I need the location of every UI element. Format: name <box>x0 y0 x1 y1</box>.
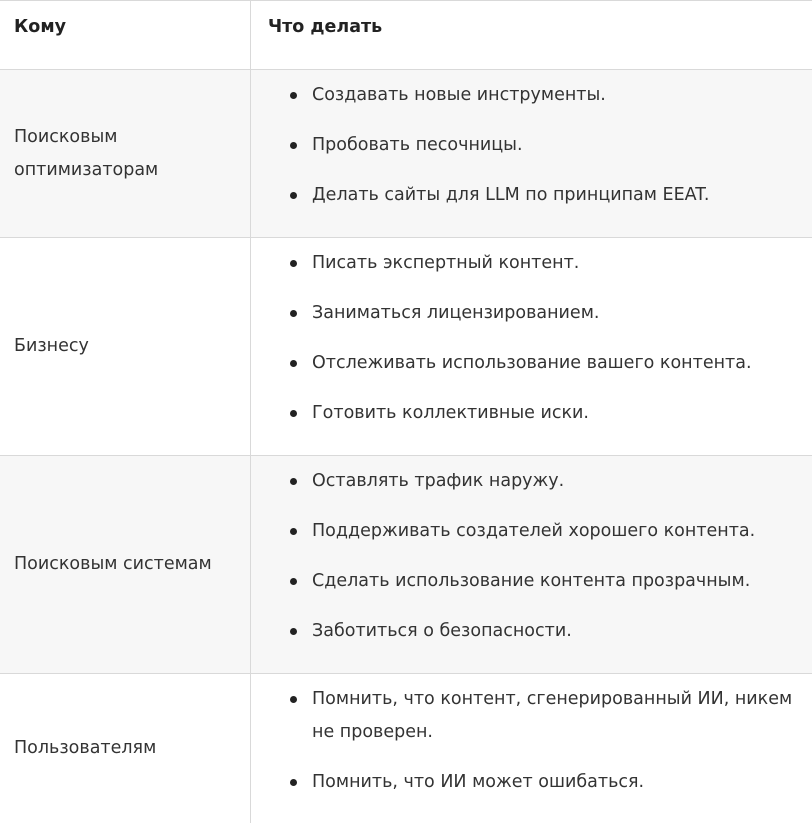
list-item-text: Оставлять трафик наружу. <box>312 471 565 491</box>
list-item-text: Создавать новые инструменты. <box>312 85 606 105</box>
list-item <box>268 515 800 548</box>
list-item-text: Писать экспертный контент. <box>312 253 580 273</box>
bullet-icon <box>290 696 297 703</box>
table-header-row <box>0 1 812 69</box>
bullet-icon <box>290 260 297 267</box>
row-audience: Пользователям <box>14 738 157 758</box>
bullet-icon <box>290 192 297 199</box>
list-item <box>268 79 800 112</box>
bullet-icon <box>290 410 297 417</box>
list-item <box>268 465 800 498</box>
list-item <box>268 129 800 162</box>
bullet-icon <box>290 360 297 367</box>
list-item-text: Заботиться о безопасности. <box>312 621 572 641</box>
action-list <box>268 465 800 648</box>
table-row <box>0 237 812 455</box>
row-audience: Бизнесу <box>14 336 89 356</box>
action-list <box>268 79 800 212</box>
column-divider <box>250 238 251 455</box>
list-item <box>268 247 800 280</box>
list-item <box>268 615 800 648</box>
list-item-text: Сделать использование контента прозрачным. <box>312 571 751 591</box>
table-row <box>0 69 812 237</box>
list-item <box>268 347 800 380</box>
list-item-text: Готовить коллективные иски. <box>312 403 589 423</box>
list-item-text: Помнить, что ИИ может ошибаться. <box>312 772 645 792</box>
list-item-text: Делать сайты для LLM по принципам EEAT. <box>312 185 710 205</box>
action-list <box>268 247 800 430</box>
list-item <box>268 179 800 212</box>
table-row <box>0 455 812 673</box>
list-item-text: Отслеживать использование вашего контента. <box>312 353 752 373</box>
list-item-text: Пробовать песочницы. <box>312 135 523 155</box>
list-item <box>268 565 800 598</box>
list-item <box>268 297 800 330</box>
list-item <box>268 397 800 430</box>
table-row <box>0 673 812 823</box>
bullet-icon <box>290 779 297 786</box>
header-what-to-do: Что делать <box>268 17 383 37</box>
bullet-icon <box>290 528 297 535</box>
list-item-text: Заниматься лицензированием. <box>312 303 600 323</box>
column-divider <box>250 674 251 823</box>
column-divider <box>250 456 251 673</box>
header-who: Кому <box>14 17 67 37</box>
list-item-text: Поддерживать создателей хорошего контента. <box>312 521 756 541</box>
bullet-icon <box>290 92 297 99</box>
bullet-icon <box>290 628 297 635</box>
list-item-text: Помнить, что контент, сгенерированный ИИ, никем не проверен. <box>312 689 793 742</box>
bullet-icon <box>290 310 297 317</box>
bullet-icon <box>290 478 297 485</box>
action-list <box>268 683 800 799</box>
column-divider <box>250 70 251 237</box>
row-audience: Поисковым оптимизаторам <box>14 126 159 180</box>
bullet-icon <box>290 578 297 585</box>
list-item <box>268 766 800 799</box>
column-divider <box>250 1 251 69</box>
row-audience: Поисковым системам <box>14 554 212 574</box>
list-item <box>268 683 800 749</box>
bullet-icon <box>290 142 297 149</box>
